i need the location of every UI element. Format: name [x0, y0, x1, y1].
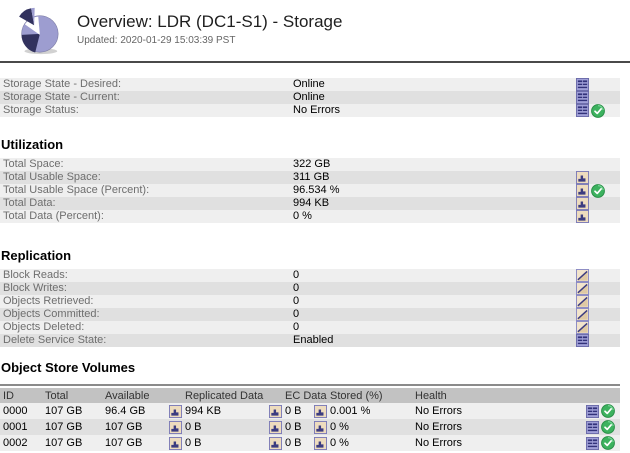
- column-header-health: Health: [415, 389, 447, 402]
- column-header-ec-data: EC Data: [285, 389, 327, 402]
- trend-icon[interactable]: [576, 269, 589, 282]
- attribute-row: [0, 282, 620, 295]
- report-icon[interactable]: [576, 334, 589, 347]
- status-ok-icon: [591, 104, 605, 118]
- attribute-value: 0: [293, 282, 300, 294]
- attribute-label: Objects Committed:: [3, 308, 100, 320]
- report-icon[interactable]: [586, 421, 599, 434]
- page-header: [0, 0, 630, 58]
- attribute-label: Delete Service State:: [3, 334, 107, 346]
- attribute-row: [0, 91, 620, 104]
- chart-icon[interactable]: [169, 437, 182, 450]
- attribute-value: 994 KB: [293, 197, 330, 209]
- replication-section: [0, 269, 620, 347]
- object-store-volumes-heading: Object Store Volumes: [1, 360, 136, 375]
- chart-icon[interactable]: [314, 421, 327, 434]
- volume-stored-percent: 0 %: [330, 421, 349, 433]
- column-header-total: Total: [45, 389, 69, 402]
- attribute-row: [0, 171, 620, 184]
- chart-icon[interactable]: [169, 405, 182, 418]
- attribute-row: [0, 334, 620, 347]
- utilization-heading: Utilization: [1, 137, 64, 152]
- attribute-row: [0, 104, 620, 117]
- volume-health: No Errors: [415, 437, 463, 449]
- status-ok-icon: [601, 404, 615, 418]
- volume-stored-percent: 0 %: [330, 437, 349, 449]
- replication-heading: Replication: [1, 248, 72, 263]
- volume-ec-data: 0 B: [285, 405, 302, 417]
- chart-icon[interactable]: [169, 421, 182, 434]
- chart-icon[interactable]: [314, 405, 327, 418]
- volume-replicated-data: 994 KB: [185, 405, 222, 417]
- header-divider: [0, 61, 630, 63]
- attribute-value: Online: [293, 78, 325, 90]
- attribute-row: [0, 197, 620, 210]
- attribute-row: [0, 308, 620, 321]
- attribute-value: Enabled: [293, 334, 334, 346]
- volume-total: 107 GB: [45, 437, 83, 449]
- chart-icon[interactable]: [576, 171, 589, 184]
- trend-icon[interactable]: [576, 308, 589, 321]
- chart-icon[interactable]: [576, 184, 589, 197]
- volume-available: 96.4 GB: [105, 405, 146, 417]
- trend-icon[interactable]: [576, 282, 589, 295]
- attribute-row: [0, 78, 620, 91]
- attribute-value: 322 GB: [293, 158, 331, 170]
- volume-id: 0002: [3, 437, 28, 449]
- attribute-row: [0, 295, 620, 308]
- volume-available: 107 GB: [105, 421, 143, 433]
- report-icon[interactable]: [576, 78, 589, 91]
- table-row: [0, 435, 620, 451]
- status-ok-icon: [591, 184, 605, 198]
- attribute-label: Objects Deleted:: [3, 321, 85, 333]
- attribute-label: Block Reads:: [3, 269, 68, 281]
- volume-replicated-data: 0 B: [185, 437, 202, 449]
- chart-icon[interactable]: [576, 197, 589, 210]
- attribute-label: Objects Retrieved:: [3, 295, 94, 307]
- column-header-available: Available: [105, 389, 150, 402]
- attribute-row: [0, 269, 620, 282]
- utilization-section: [0, 158, 620, 223]
- attribute-label: Total Data (Percent):: [3, 210, 104, 222]
- column-header-id: ID: [3, 389, 14, 402]
- trend-icon[interactable]: [576, 295, 589, 308]
- attribute-label: Block Writes:: [3, 282, 67, 294]
- attribute-label: Storage State - Desired:: [3, 78, 122, 90]
- attribute-value: 0: [293, 269, 300, 281]
- ldr-pie-chart-logo-icon: [9, 6, 65, 56]
- chart-icon[interactable]: [269, 405, 282, 418]
- volume-id: 0000: [3, 405, 28, 417]
- chart-icon[interactable]: [314, 437, 327, 450]
- attribute-value: Online: [293, 91, 325, 103]
- status-ok-icon: [601, 436, 615, 450]
- attribute-label: Total Space:: [3, 158, 64, 170]
- attribute-value: 0: [293, 295, 300, 307]
- table-divider: [0, 384, 620, 386]
- volume-replicated-data: 0 B: [185, 421, 202, 433]
- attribute-label: Total Usable Space (Percent):: [3, 184, 150, 196]
- volume-id: 0001: [3, 421, 28, 433]
- attribute-label: Storage Status:: [3, 104, 79, 116]
- report-icon[interactable]: [576, 91, 589, 104]
- volume-health: No Errors: [415, 405, 463, 417]
- column-header-replicated-data: Replicated Data: [185, 389, 264, 402]
- volume-health: No Errors: [415, 421, 463, 433]
- table-row: [0, 419, 620, 435]
- attribute-row: [0, 184, 620, 197]
- attribute-label: Total Data:: [3, 197, 56, 209]
- table-row: [0, 403, 620, 419]
- report-icon[interactable]: [586, 437, 599, 450]
- table-header-row: [0, 388, 620, 403]
- chart-icon[interactable]: [269, 421, 282, 434]
- attribute-row: [0, 321, 620, 334]
- attribute-label: Storage State - Current:: [3, 91, 120, 103]
- report-icon[interactable]: [586, 405, 599, 418]
- report-icon[interactable]: [576, 104, 589, 117]
- attribute-value: No Errors: [293, 104, 341, 116]
- volume-ec-data: 0 B: [285, 437, 302, 449]
- page-title: Overview: LDR (DC1-S1) - Storage: [77, 12, 343, 31]
- volume-stored-percent: 0.001 %: [330, 405, 371, 417]
- volume-ec-data: 0 B: [285, 421, 302, 433]
- attribute-row: [0, 210, 620, 223]
- status-ok-icon: [601, 420, 615, 434]
- object-store-volumes-table: [0, 388, 620, 451]
- column-header-stored-percent: Stored (%): [330, 389, 383, 402]
- attribute-value: 0 %: [293, 210, 312, 222]
- title-block: [77, 6, 342, 46]
- attribute-value: 311 GB: [293, 171, 330, 183]
- volume-total: 107 GB: [45, 421, 83, 433]
- attribute-label: Total Usable Space:: [3, 171, 101, 183]
- storage-state-section: [0, 78, 620, 117]
- trend-icon[interactable]: [576, 321, 589, 334]
- attribute-value: 0: [293, 308, 300, 320]
- attribute-value: 96.534 %: [293, 184, 340, 196]
- chart-icon[interactable]: [576, 210, 589, 223]
- volume-total: 107 GB: [45, 405, 83, 417]
- attribute-row: [0, 158, 620, 171]
- updated-timestamp: Updated: 2020-01-29 15:03:39 PST: [77, 35, 236, 46]
- volume-available: 107 GB: [105, 437, 143, 449]
- attribute-value: 0: [293, 321, 300, 333]
- chart-icon[interactable]: [269, 437, 282, 450]
